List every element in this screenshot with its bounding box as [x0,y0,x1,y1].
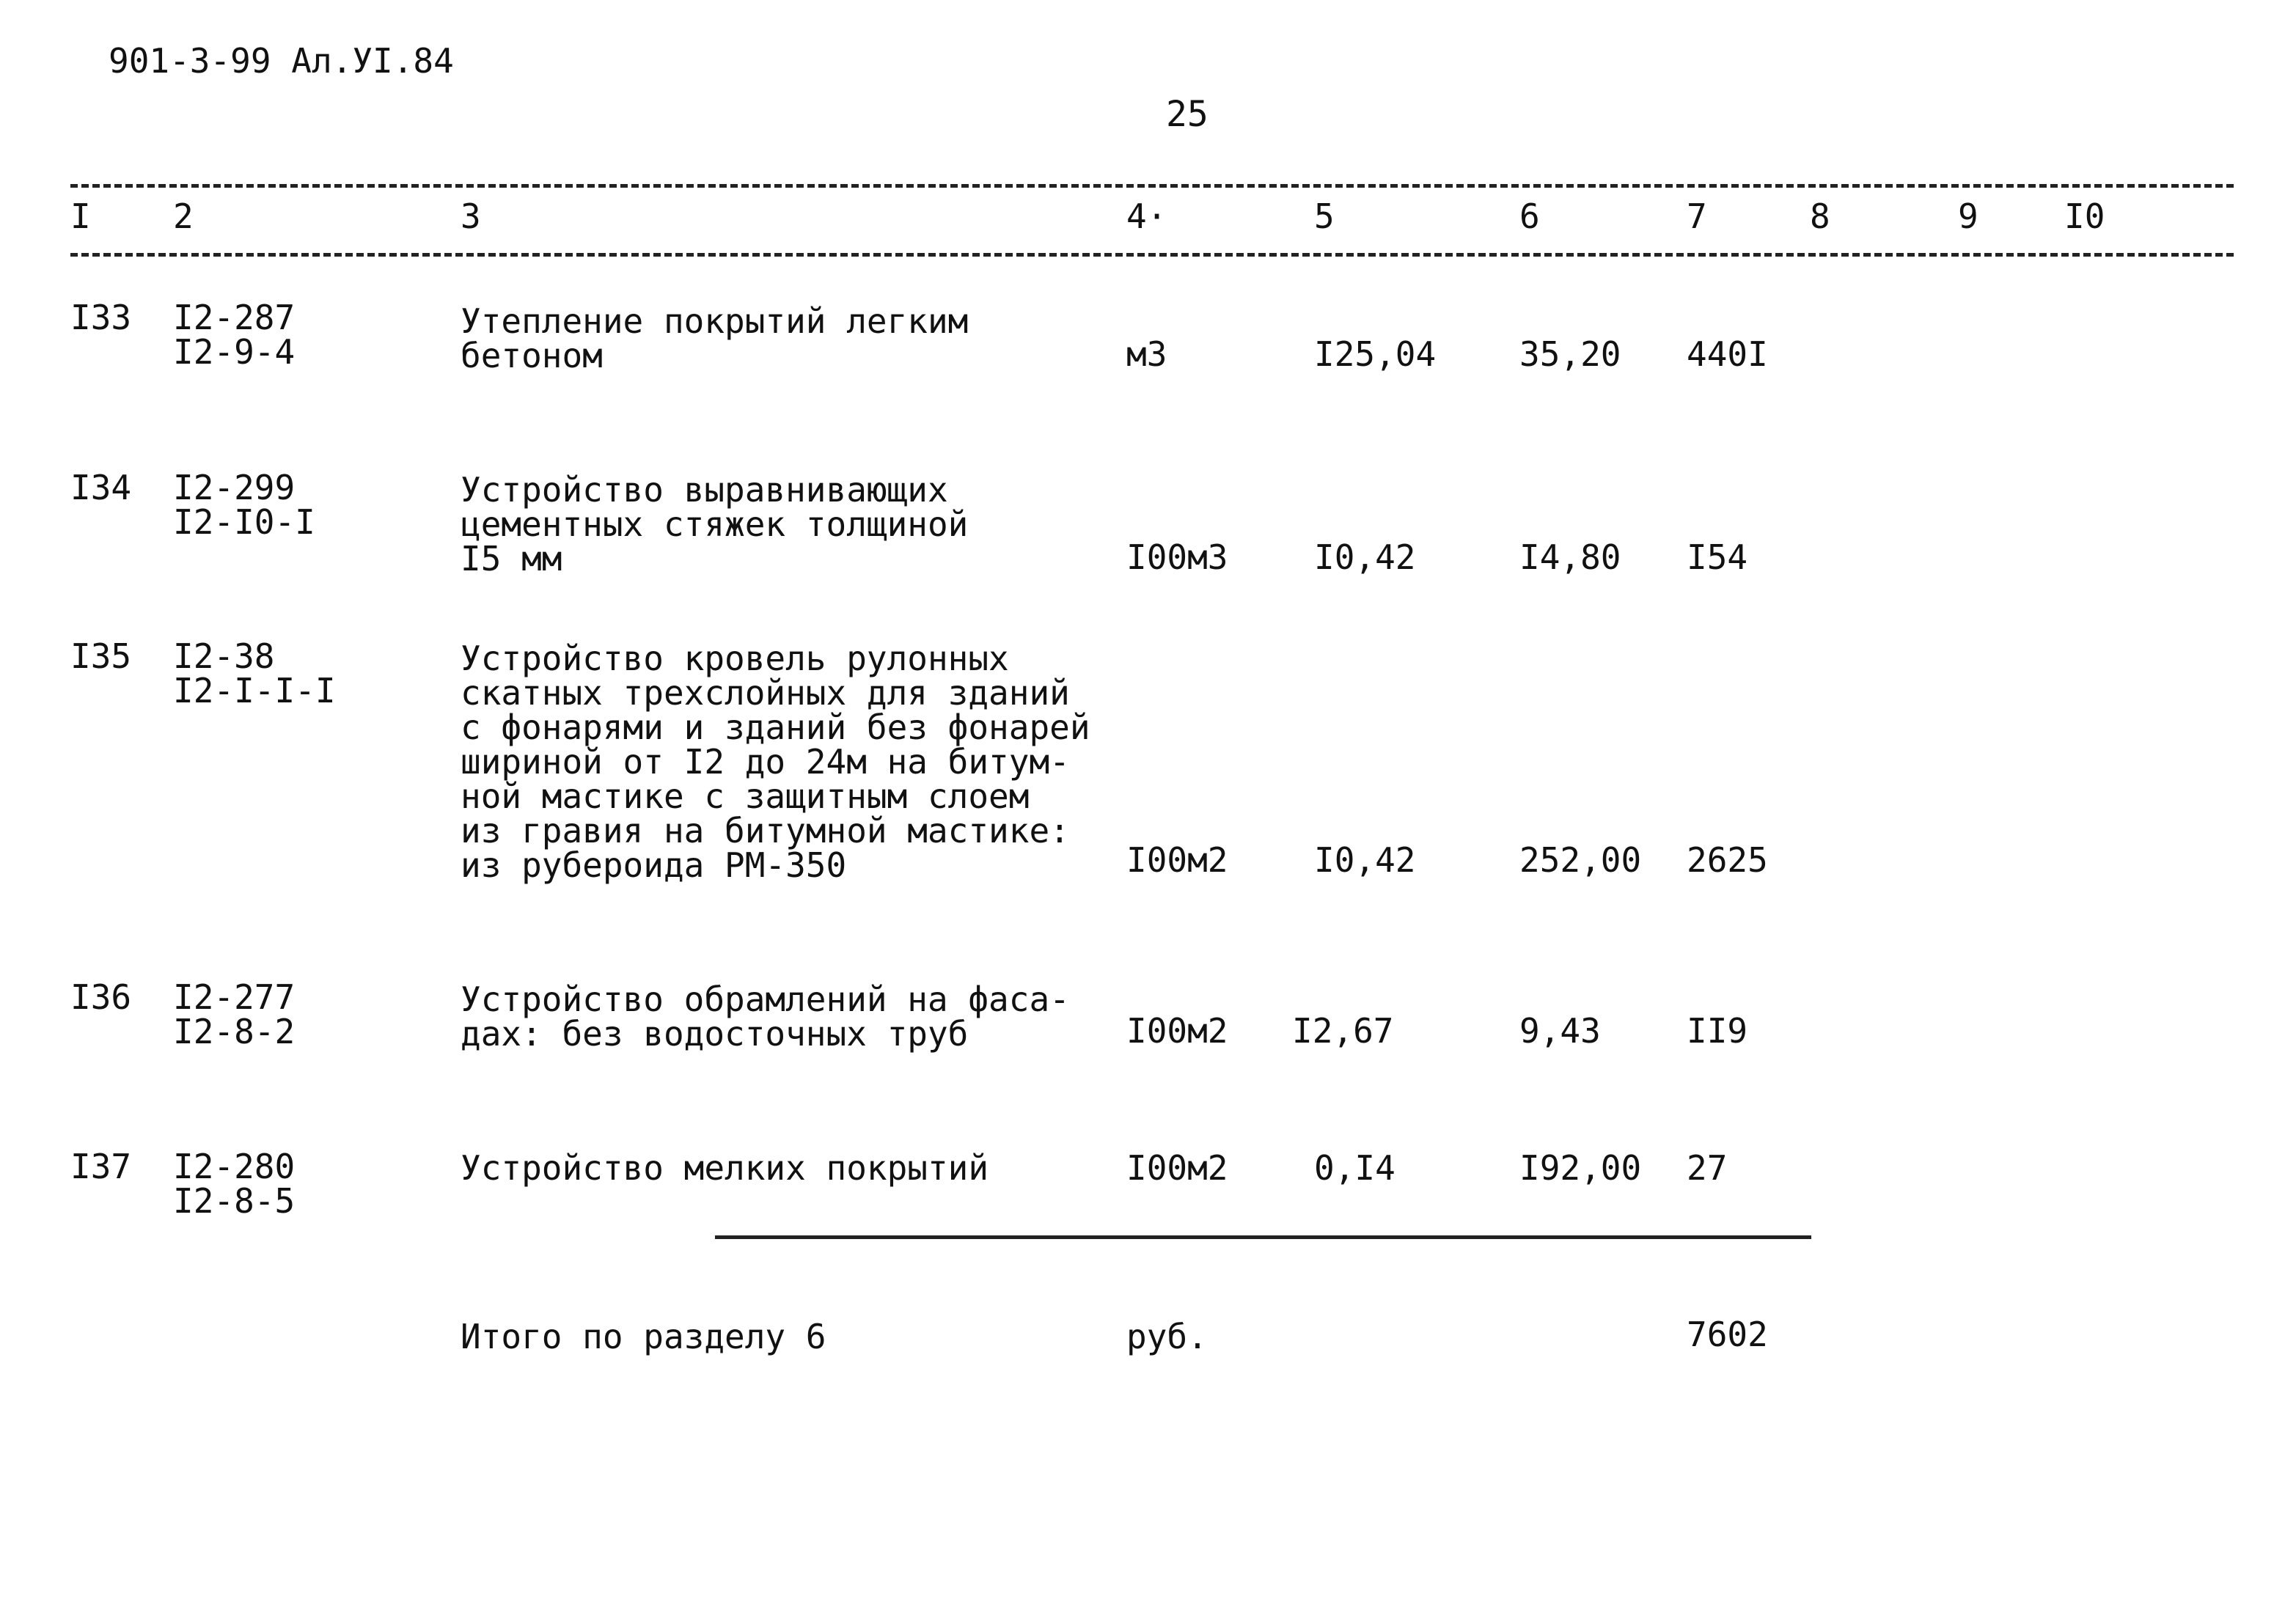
row-number: I37 [70,1147,132,1186]
row-total: 2625 [1687,840,1768,880]
row-total: 440I [1687,334,1768,374]
summary-total: 7602 [1687,1315,1768,1354]
row-price: 9,43 [1519,1011,1601,1051]
row-unit: м3 [1126,334,1167,374]
row-description-line: с фонарями и зданий без фонарей [461,708,1090,747]
column-header-6: 6 [1519,196,1540,236]
row-code-primary: I2-299 [173,468,296,507]
row-description-line: I5 мм [461,539,562,578]
page-number: 25 [1166,94,1208,135]
row-unit: I00м2 [1126,840,1228,880]
summary-rule [715,1235,1811,1239]
summary-unit: руб. [1126,1317,1208,1356]
row-total: 27 [1687,1148,1728,1188]
row-unit: I00м3 [1126,537,1228,577]
row-price: I4,80 [1519,537,1621,577]
row-description-line: из гравия на битумной мастике: [461,811,1070,850]
row-description-line: Утепление покрытий легким [461,301,969,341]
row-description-line: бетоном [461,336,603,375]
column-header-7: 7 [1687,196,1707,236]
row-code-secondary: I2-9-4 [173,332,296,372]
row-code-secondary: I2-8-5 [173,1181,296,1221]
row-number: I34 [70,468,132,507]
row-quantity: I0,42 [1314,840,1416,880]
row-number: I35 [70,636,132,676]
row-description-line: цементных стяжек толщиной [461,504,969,544]
row-code-primary: I2-287 [173,298,296,337]
column-header-4: 4· [1126,196,1167,236]
column-header-1: I [70,196,91,236]
row-description-line: дах: без водосточных труб [461,1014,969,1054]
row-number: I33 [70,298,132,337]
row-price: I92,00 [1519,1148,1642,1188]
column-header-9: 9 [1958,196,1978,236]
row-description-line: из рубероида РМ-350 [461,845,847,885]
row-description-line: Устройство кровель рулонных [461,639,1009,678]
row-number: I36 [70,977,132,1017]
row-code-secondary: I2-I0-I [173,502,315,542]
row-unit: I00м2 [1126,1011,1228,1051]
row-quantity: I2,67 [1292,1011,1394,1051]
row-price: 35,20 [1519,334,1621,374]
column-header-5: 5 [1314,196,1335,236]
row-price: 252,00 [1519,840,1642,880]
row-code-primary: I2-38 [173,636,275,676]
row-quantity: I25,04 [1314,334,1437,374]
column-header-3: 3 [461,196,481,236]
document-code: 901-3-99 Ал.УI.84 [109,41,454,81]
header-top-rule [70,184,2234,188]
row-description-line: Устройство обрамлений на фаса- [461,980,1070,1019]
row-total: II9 [1687,1011,1748,1051]
header-bottom-rule [70,253,2234,257]
column-header-10: I0 [2064,196,2105,236]
row-total: I54 [1687,537,1748,577]
row-description-line: Устройство выравнивающих [461,470,948,510]
row-code-primary: I2-277 [173,977,296,1017]
summary-label: Итого по разделу 6 [461,1317,826,1356]
row-description-line: ной мастике с защитным слоем [461,776,1030,816]
row-quantity: I0,42 [1314,537,1416,577]
row-description-line: скатных трехслойных для зданий [461,673,1070,713]
row-code-secondary: I2-8-2 [173,1012,296,1051]
row-description-line: Устройство мелких покрытий [461,1148,989,1188]
column-header-2: 2 [173,196,194,236]
row-unit: I00м2 [1126,1148,1228,1188]
row-code-primary: I2-280 [173,1147,296,1186]
row-code-secondary: I2-I-I-I [173,671,336,710]
row-quantity: 0,I4 [1314,1148,1395,1188]
row-description-line: шириной от I2 до 24м на битум- [461,742,1070,782]
column-header-8: 8 [1810,196,1830,236]
